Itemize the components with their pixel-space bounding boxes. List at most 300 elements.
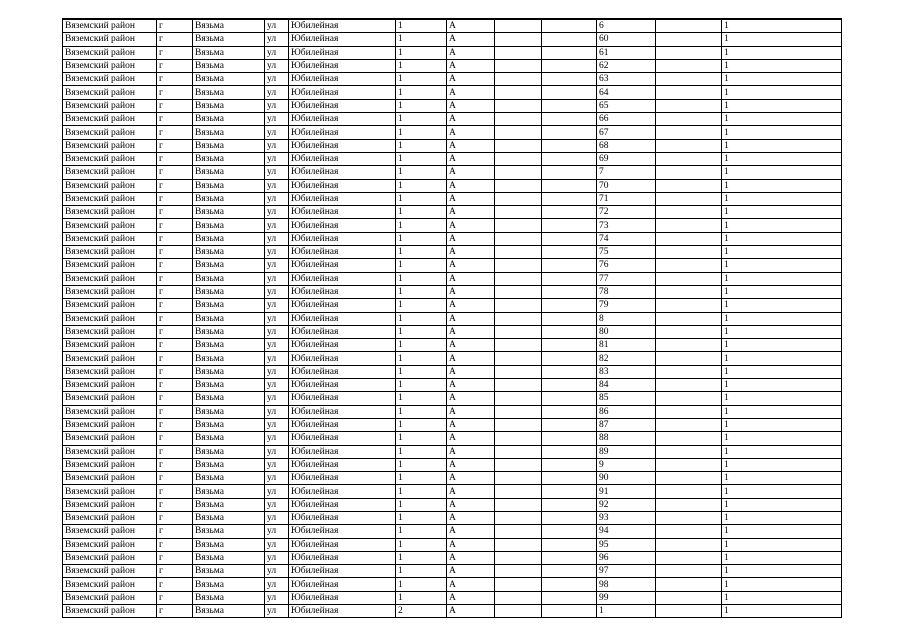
empty-cell-c [656, 405, 722, 418]
number-cell: 1 [396, 339, 447, 352]
value-cell: 1 [722, 73, 842, 86]
street-cell: Юбилейная [289, 432, 396, 445]
locality-type-cell: г [157, 59, 193, 72]
table-row [63, 432, 842, 445]
street-cell: Юбилейная [289, 605, 396, 618]
number-cell: 1 [396, 179, 447, 192]
locality-cell: Вязьма [193, 33, 265, 46]
apartment-cell: 67 [597, 126, 656, 139]
street-type-cell: ул [265, 472, 289, 485]
number-cell: 1 [396, 392, 447, 405]
apartment-cell: 98 [597, 578, 656, 591]
table-row [63, 179, 842, 192]
locality-type-cell: г [157, 272, 193, 285]
number-cell: 1 [396, 525, 447, 538]
address-table [62, 18, 842, 618]
table-row [63, 325, 842, 338]
value-cell: 1 [722, 139, 842, 152]
value-cell: 1 [722, 445, 842, 458]
empty-cell-c [656, 392, 722, 405]
empty-cell-c [656, 126, 722, 139]
district-cell: Вяземский район [63, 591, 157, 604]
empty-cell-c [656, 246, 722, 259]
empty-cell-a [495, 418, 542, 431]
table-row [63, 511, 842, 524]
value-cell: 1 [722, 86, 842, 99]
apartment-cell: 72 [597, 206, 656, 219]
district-cell: Вяземский район [63, 99, 157, 112]
number-cell: 1 [396, 19, 447, 33]
letter-cell: А [447, 113, 495, 126]
empty-cell-a [495, 379, 542, 392]
empty-cell-b [542, 299, 597, 312]
district-cell: Вяземский район [63, 538, 157, 551]
locality-cell: Вязьма [193, 192, 265, 205]
street-cell: Юбилейная [289, 578, 396, 591]
value-cell: 1 [722, 312, 842, 325]
number-cell: 1 [396, 272, 447, 285]
locality-cell: Вязьма [193, 285, 265, 298]
value-cell: 1 [722, 206, 842, 219]
letter-cell: А [447, 325, 495, 338]
letter-cell: А [447, 73, 495, 86]
empty-cell-b [542, 352, 597, 365]
empty-cell-c [656, 19, 722, 33]
street-type-cell: ул [265, 126, 289, 139]
street-cell: Юбилейная [289, 259, 396, 272]
locality-type-cell: г [157, 299, 193, 312]
empty-cell-b [542, 578, 597, 591]
number-cell: 1 [396, 206, 447, 219]
empty-cell-b [542, 565, 597, 578]
letter-cell: А [447, 126, 495, 139]
apartment-cell: 62 [597, 59, 656, 72]
empty-cell-a [495, 46, 542, 59]
district-cell: Вяземский район [63, 485, 157, 498]
number-cell: 1 [396, 73, 447, 86]
district-cell: Вяземский район [63, 219, 157, 232]
table-row [63, 445, 842, 458]
street-cell: Юбилейная [289, 219, 396, 232]
locality-cell: Вязьма [193, 578, 265, 591]
street-type-cell: ул [265, 179, 289, 192]
letter-cell: А [447, 565, 495, 578]
letter-cell: А [447, 605, 495, 618]
letter-cell: А [447, 339, 495, 352]
locality-cell: Вязьма [193, 272, 265, 285]
number-cell: 1 [396, 285, 447, 298]
empty-cell-a [495, 139, 542, 152]
locality-type-cell: г [157, 379, 193, 392]
locality-type-cell: г [157, 285, 193, 298]
letter-cell: А [447, 99, 495, 112]
locality-cell: Вязьма [193, 591, 265, 604]
district-cell: Вяземский район [63, 551, 157, 564]
empty-cell-b [542, 259, 597, 272]
number-cell: 1 [396, 365, 447, 378]
street-type-cell: ул [265, 605, 289, 618]
empty-cell-a [495, 339, 542, 352]
empty-cell-c [656, 285, 722, 298]
apartment-cell: 75 [597, 246, 656, 259]
empty-cell-c [656, 219, 722, 232]
letter-cell: А [447, 538, 495, 551]
value-cell: 1 [722, 46, 842, 59]
letter-cell: А [447, 285, 495, 298]
street-cell: Юбилейная [289, 591, 396, 604]
locality-type-cell: г [157, 538, 193, 551]
letter-cell: А [447, 485, 495, 498]
table-row [63, 339, 842, 352]
district-cell: Вяземский район [63, 472, 157, 485]
locality-cell: Вязьма [193, 525, 265, 538]
table-row [63, 126, 842, 139]
apartment-cell: 90 [597, 472, 656, 485]
table-row [63, 206, 842, 219]
street-type-cell: ул [265, 152, 289, 165]
apartment-cell: 71 [597, 192, 656, 205]
street-type-cell: ул [265, 418, 289, 431]
table-row [63, 139, 842, 152]
empty-cell-c [656, 578, 722, 591]
apartment-cell: 74 [597, 232, 656, 245]
apartment-cell: 65 [597, 99, 656, 112]
value-cell: 1 [722, 33, 842, 46]
locality-cell: Вязьма [193, 152, 265, 165]
empty-cell-b [542, 99, 597, 112]
letter-cell: А [447, 525, 495, 538]
number-cell: 1 [396, 458, 447, 471]
street-cell: Юбилейная [289, 551, 396, 564]
letter-cell: А [447, 511, 495, 524]
number-cell: 1 [396, 166, 447, 179]
district-cell: Вяземский район [63, 73, 157, 86]
locality-type-cell: г [157, 525, 193, 538]
locality-type-cell: г [157, 166, 193, 179]
locality-type-cell: г [157, 392, 193, 405]
value-cell: 1 [722, 605, 842, 618]
table-row [63, 458, 842, 471]
value-cell: 1 [722, 99, 842, 112]
locality-cell: Вязьма [193, 113, 265, 126]
empty-cell-c [656, 139, 722, 152]
empty-cell-c [656, 206, 722, 219]
empty-cell-c [656, 33, 722, 46]
number-cell: 1 [396, 152, 447, 165]
street-type-cell: ул [265, 538, 289, 551]
empty-cell-a [495, 352, 542, 365]
district-cell: Вяземский район [63, 113, 157, 126]
district-cell: Вяземский район [63, 418, 157, 431]
locality-cell: Вязьма [193, 86, 265, 99]
street-cell: Юбилейная [289, 498, 396, 511]
district-cell: Вяземский район [63, 445, 157, 458]
locality-type-cell: г [157, 605, 193, 618]
table-row [63, 113, 842, 126]
value-cell: 1 [722, 485, 842, 498]
locality-cell: Вязьма [193, 339, 265, 352]
locality-cell: Вязьма [193, 73, 265, 86]
empty-cell-b [542, 232, 597, 245]
empty-cell-b [542, 46, 597, 59]
street-cell: Юбилейная [289, 246, 396, 259]
table-row [63, 152, 842, 165]
number-cell: 1 [396, 591, 447, 604]
locality-cell: Вязьма [193, 352, 265, 365]
street-type-cell: ул [265, 312, 289, 325]
empty-cell-b [542, 525, 597, 538]
empty-cell-a [495, 299, 542, 312]
district-cell: Вяземский район [63, 339, 157, 352]
empty-cell-a [495, 219, 542, 232]
empty-cell-b [542, 312, 597, 325]
empty-cell-a [495, 538, 542, 551]
letter-cell: А [447, 312, 495, 325]
empty-cell-b [542, 485, 597, 498]
empty-cell-b [542, 432, 597, 445]
letter-cell: А [447, 59, 495, 72]
locality-type-cell: г [157, 405, 193, 418]
locality-type-cell: г [157, 99, 193, 112]
table-row [63, 272, 842, 285]
empty-cell-c [656, 99, 722, 112]
number-cell: 1 [396, 405, 447, 418]
empty-cell-a [495, 126, 542, 139]
empty-cell-c [656, 498, 722, 511]
empty-cell-a [495, 472, 542, 485]
table-row [63, 219, 842, 232]
locality-cell: Вязьма [193, 126, 265, 139]
empty-cell-a [495, 179, 542, 192]
apartment-cell: 61 [597, 46, 656, 59]
empty-cell-b [542, 551, 597, 564]
street-type-cell: ул [265, 33, 289, 46]
apartment-cell: 1 [597, 605, 656, 618]
table-row [63, 365, 842, 378]
apartment-cell: 7 [597, 166, 656, 179]
empty-cell-b [542, 538, 597, 551]
letter-cell: А [447, 432, 495, 445]
letter-cell: А [447, 192, 495, 205]
number-cell: 1 [396, 432, 447, 445]
locality-type-cell: г [157, 325, 193, 338]
empty-cell-c [656, 192, 722, 205]
street-cell: Юбилейная [289, 299, 396, 312]
letter-cell: А [447, 232, 495, 245]
table-row [63, 565, 842, 578]
street-type-cell: ул [265, 458, 289, 471]
street-type-cell: ул [265, 246, 289, 259]
empty-cell-a [495, 432, 542, 445]
empty-cell-b [542, 418, 597, 431]
locality-type-cell: г [157, 432, 193, 445]
district-cell: Вяземский район [63, 352, 157, 365]
number-cell: 1 [396, 46, 447, 59]
value-cell: 1 [722, 126, 842, 139]
apartment-cell: 64 [597, 86, 656, 99]
table-row [63, 246, 842, 259]
value-cell: 1 [722, 565, 842, 578]
empty-cell-a [495, 578, 542, 591]
apartment-cell: 85 [597, 392, 656, 405]
district-cell: Вяземский район [63, 179, 157, 192]
empty-cell-c [656, 259, 722, 272]
number-cell: 1 [396, 379, 447, 392]
district-cell: Вяземский район [63, 19, 157, 33]
street-type-cell: ул [265, 192, 289, 205]
locality-cell: Вязьма [193, 379, 265, 392]
locality-type-cell: г [157, 33, 193, 46]
empty-cell-c [656, 472, 722, 485]
empty-cell-c [656, 458, 722, 471]
table-row [63, 472, 842, 485]
street-cell: Юбилейная [289, 206, 396, 219]
locality-cell: Вязьма [193, 472, 265, 485]
empty-cell-c [656, 152, 722, 165]
district-cell: Вяземский район [63, 392, 157, 405]
street-type-cell: ул [265, 73, 289, 86]
locality-type-cell: г [157, 139, 193, 152]
empty-cell-b [542, 33, 597, 46]
value-cell: 1 [722, 472, 842, 485]
locality-type-cell: г [157, 458, 193, 471]
table-row [63, 485, 842, 498]
apartment-cell: 8 [597, 312, 656, 325]
empty-cell-c [656, 565, 722, 578]
empty-cell-a [495, 232, 542, 245]
value-cell: 1 [722, 498, 842, 511]
street-cell: Юбилейная [289, 139, 396, 152]
locality-type-cell: г [157, 365, 193, 378]
apartment-cell: 60 [597, 33, 656, 46]
locality-cell: Вязьма [193, 498, 265, 511]
empty-cell-c [656, 538, 722, 551]
empty-cell-b [542, 285, 597, 298]
street-cell: Юбилейная [289, 312, 396, 325]
number-cell: 1 [396, 59, 447, 72]
empty-cell-a [495, 192, 542, 205]
number-cell: 1 [396, 259, 447, 272]
locality-type-cell: г [157, 152, 193, 165]
empty-cell-c [656, 339, 722, 352]
number-cell: 1 [396, 86, 447, 99]
letter-cell: А [447, 299, 495, 312]
apartment-cell: 82 [597, 352, 656, 365]
locality-cell: Вязьма [193, 219, 265, 232]
table-row [63, 33, 842, 46]
street-cell: Юбилейная [289, 325, 396, 338]
empty-cell-c [656, 299, 722, 312]
apartment-cell: 80 [597, 325, 656, 338]
value-cell: 1 [722, 299, 842, 312]
district-cell: Вяземский район [63, 46, 157, 59]
number-cell: 1 [396, 126, 447, 139]
table-row [63, 46, 842, 59]
empty-cell-c [656, 525, 722, 538]
table-row [63, 591, 842, 604]
empty-cell-a [495, 605, 542, 618]
locality-type-cell: г [157, 511, 193, 524]
empty-cell-c [656, 485, 722, 498]
street-cell: Юбилейная [289, 445, 396, 458]
empty-cell-a [495, 73, 542, 86]
number-cell: 1 [396, 418, 447, 431]
locality-type-cell: г [157, 219, 193, 232]
value-cell: 1 [722, 511, 842, 524]
number-cell: 1 [396, 578, 447, 591]
street-type-cell: ул [265, 219, 289, 232]
empty-cell-a [495, 485, 542, 498]
value-cell: 1 [722, 432, 842, 445]
street-cell: Юбилейная [289, 565, 396, 578]
empty-cell-c [656, 179, 722, 192]
value-cell: 1 [722, 192, 842, 205]
locality-cell: Вязьма [193, 605, 265, 618]
number-cell: 1 [396, 352, 447, 365]
empty-cell-a [495, 445, 542, 458]
empty-cell-a [495, 59, 542, 72]
street-cell: Юбилейная [289, 19, 396, 33]
street-type-cell: ул [265, 365, 289, 378]
apartment-cell: 6 [597, 19, 656, 33]
empty-cell-a [495, 325, 542, 338]
street-cell: Юбилейная [289, 472, 396, 485]
street-cell: Юбилейная [289, 46, 396, 59]
locality-type-cell: г [157, 206, 193, 219]
empty-cell-a [495, 86, 542, 99]
table-row [63, 232, 842, 245]
street-type-cell: ул [265, 498, 289, 511]
locality-cell: Вязьма [193, 365, 265, 378]
value-cell: 1 [722, 113, 842, 126]
street-type-cell: ул [265, 166, 289, 179]
empty-cell-a [495, 99, 542, 112]
street-type-cell: ул [265, 259, 289, 272]
street-cell: Юбилейная [289, 285, 396, 298]
street-type-cell: ул [265, 432, 289, 445]
table-body [63, 19, 842, 618]
empty-cell-b [542, 19, 597, 33]
value-cell: 1 [722, 339, 842, 352]
empty-cell-a [495, 511, 542, 524]
apartment-cell: 83 [597, 365, 656, 378]
number-cell: 1 [396, 219, 447, 232]
table-row [63, 299, 842, 312]
empty-cell-c [656, 352, 722, 365]
street-type-cell: ул [265, 272, 289, 285]
street-type-cell: ул [265, 525, 289, 538]
street-type-cell: ул [265, 379, 289, 392]
empty-cell-c [656, 418, 722, 431]
street-type-cell: ул [265, 392, 289, 405]
empty-cell-a [495, 591, 542, 604]
value-cell: 1 [722, 365, 842, 378]
value-cell: 1 [722, 246, 842, 259]
street-type-cell: ул [265, 19, 289, 33]
empty-cell-c [656, 59, 722, 72]
empty-cell-c [656, 432, 722, 445]
locality-cell: Вязьма [193, 139, 265, 152]
locality-cell: Вязьма [193, 405, 265, 418]
apartment-cell: 81 [597, 339, 656, 352]
empty-cell-b [542, 152, 597, 165]
empty-cell-b [542, 113, 597, 126]
empty-cell-c [656, 379, 722, 392]
empty-cell-b [542, 179, 597, 192]
letter-cell: А [447, 405, 495, 418]
empty-cell-b [542, 272, 597, 285]
locality-type-cell: г [157, 472, 193, 485]
